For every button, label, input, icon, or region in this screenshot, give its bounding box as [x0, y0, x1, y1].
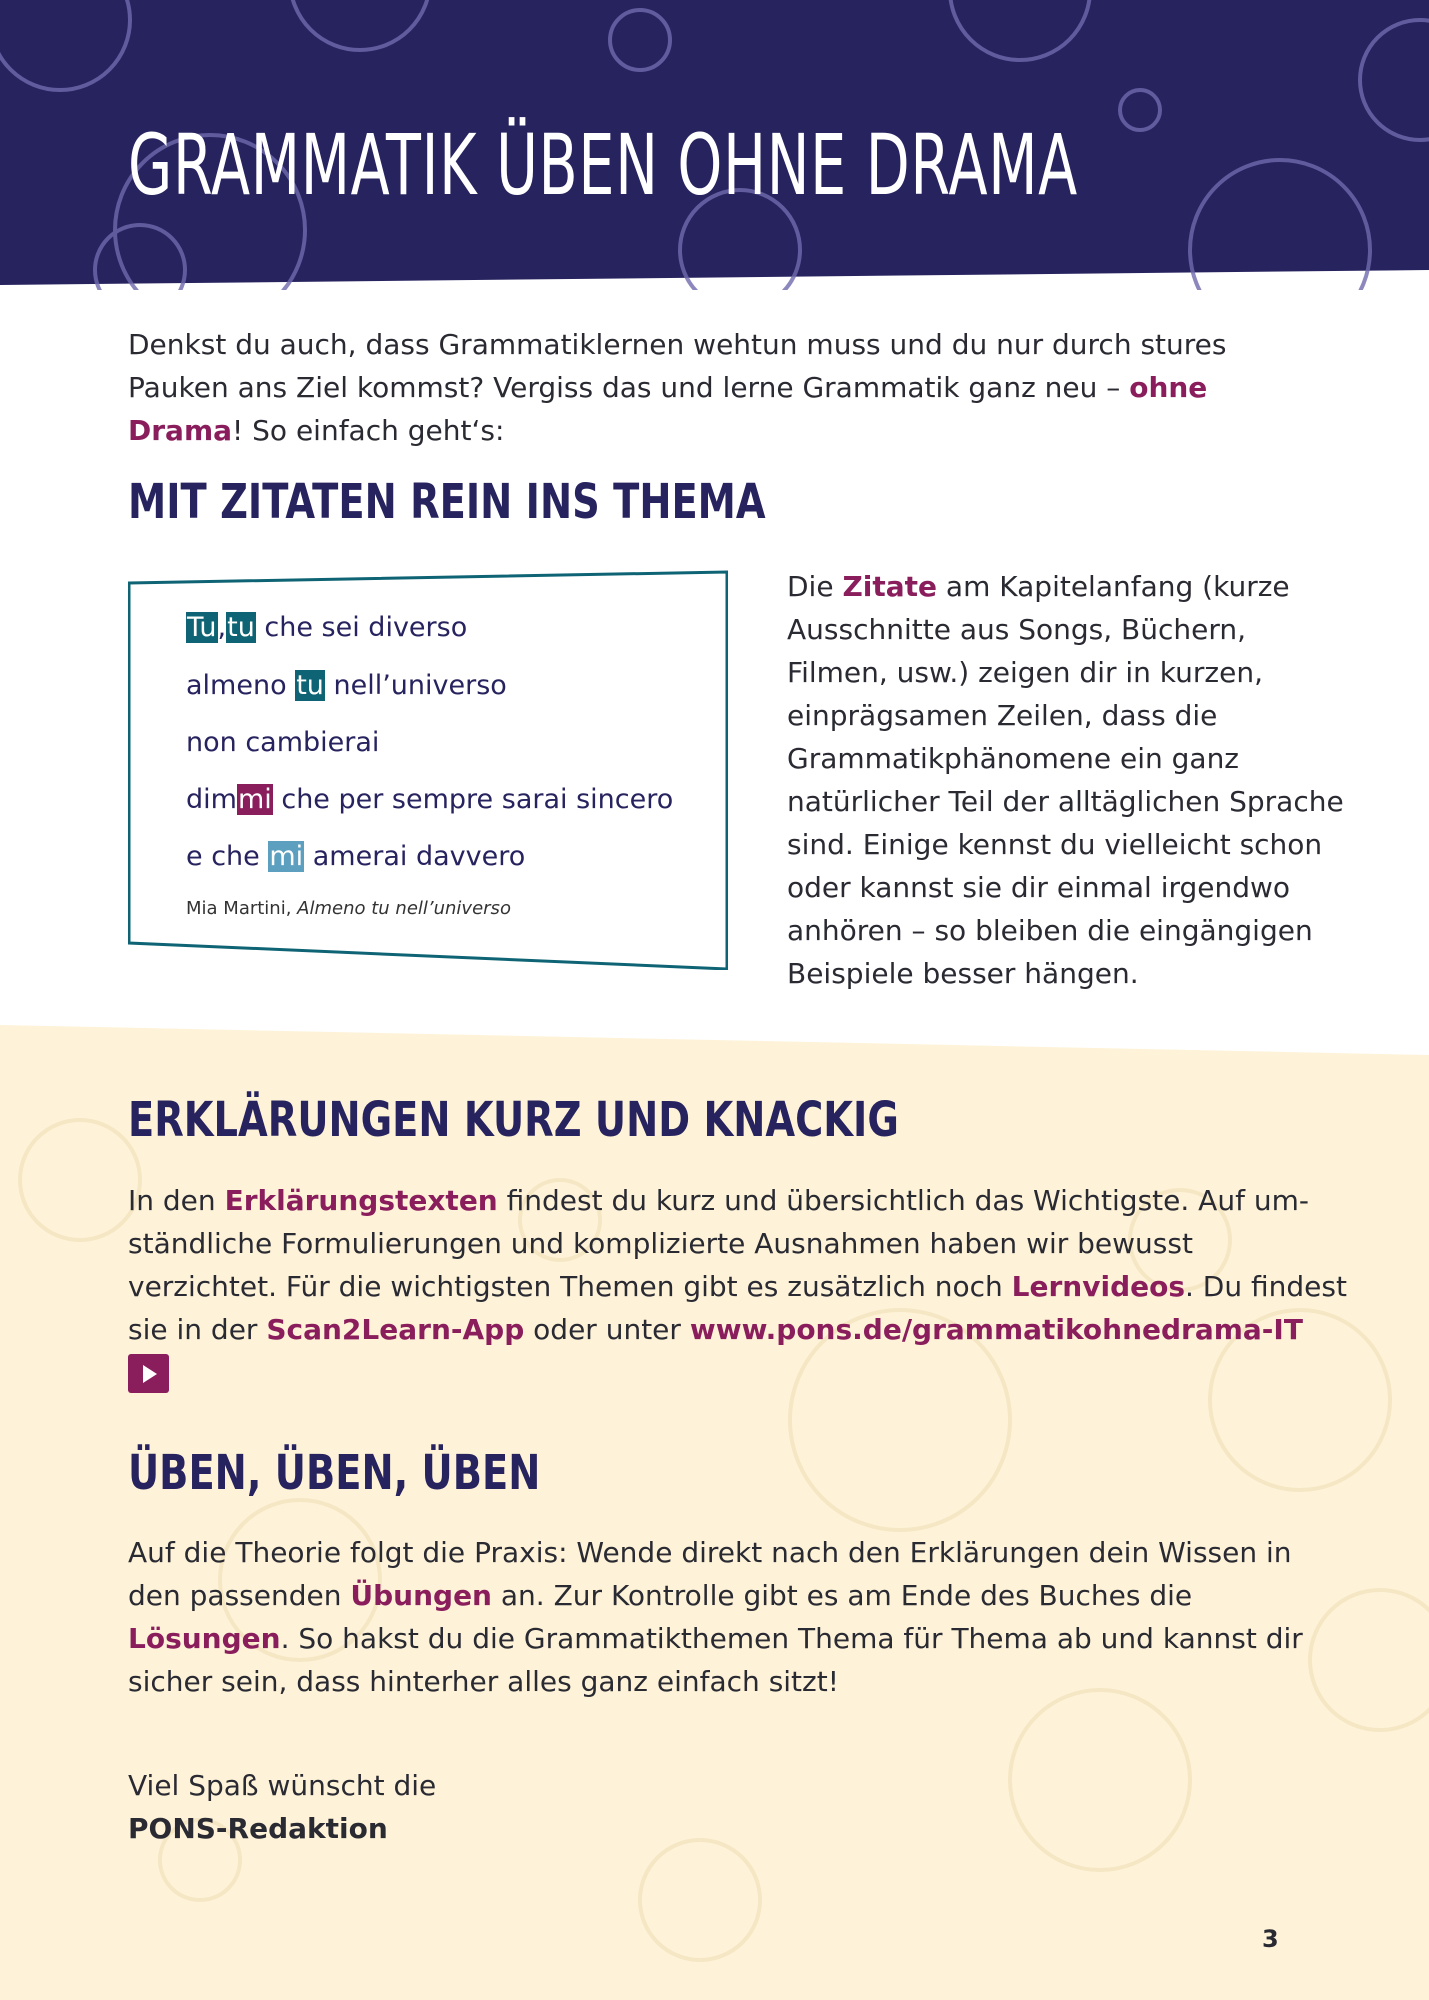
- signoff-line-1: Viel Spaß wünscht die: [128, 1769, 437, 1802]
- quotes-paragraph: Die Zitate am Kapitelanfang (kurze Ausschnitte aus Songs, Büchern, Filmen, usw.) zeigen dir in kurzen, einprägsamen Zeilen, dass die Grammatikphänomene ein ganz natürlicher Teil der alltäglichen Sprache sind. Einige kennst du vielleicht schon oder kannst sie dir einmal irgendwo anhören – so bleiben die eingängigen Beispiele besser hängen.: [787, 570, 1344, 990]
- signoff: [128, 1764, 1348, 1850]
- quote-box: [128, 570, 728, 970]
- heading-practice: ÜBEN, ÜBEN, ÜBEN: [128, 1445, 541, 1501]
- intro-text: Denkst du auch, dass Grammatiklernen wehtun muss und du nur durch stures Pauken ans Ziel kommst? Vergiss das und lerne Grammatik ganz neu –: [128, 328, 1227, 404]
- scan2learn-app-link[interactable]: Scan2Learn-App: [266, 1313, 525, 1346]
- intro-paragraph: [128, 323, 1328, 452]
- page-title: GRAMMATIK ÜBEN OHNE DRAMA: [128, 116, 1078, 214]
- quote-source: Mia Martini, Almeno tu nell’universo: [186, 898, 511, 919]
- quote-line-2: almeno tu nell’universo: [186, 670, 507, 701]
- pons-url-link[interactable]: www.pons.de/grammatikohnedrama-IT: [689, 1313, 1303, 1346]
- heading-explanations: ERKLÄRUNGEN KURZ UND KNACKIG: [128, 1092, 899, 1148]
- intro-highlight: ohne Drama: [128, 371, 1208, 447]
- quote-line-3: non cambierai: [186, 727, 380, 758]
- quote-line-4: dimmi che per sempre sarai sincero: [186, 784, 674, 815]
- practice-paragraph: Auf die Theorie folgt die Praxis: Wende direkt nach den Erklärungen dein Wissen in den passenden Übungen an. Zur Kontrolle gibt es am Ende des Buches die Lösungen. So hakst du die Grammatikthemen Thema für Thema ab und kannst dir sicher sein, dass hinterher alles ganz einfach sitzt!: [128, 1536, 1303, 1698]
- signoff-line-2: PONS-Redaktion: [128, 1812, 388, 1845]
- quotes-highlight: Zitate: [842, 570, 938, 603]
- header-banner: [0, 0, 1429, 290]
- quote-line-5: e che mi amerai davvero: [186, 841, 526, 872]
- page-number: 3: [1262, 1925, 1279, 1953]
- video-play-icon[interactable]: [128, 1354, 169, 1393]
- intro-text-end: ! So einfach geht‘s:: [232, 414, 505, 447]
- explanations-paragraph: In den Erklärungstexten findest du kurz und übersichtlich das Wichtigste. Auf umständliche Formulierungen und komplizierte Ausnahmen haben wir bewusst verzichtet. Für die wichtigsten Themen gibt es zusätzlich noch Lernvideos. Du findest sie in der Scan2Learn-App oder unter www.pons.de/grammatikohnedrama-IT: [128, 1184, 1347, 1346]
- cream-section-background: [0, 1020, 1429, 2000]
- quote-line-1: Tu,tu che sei diverso: [187, 612, 468, 643]
- heading-quotes: MIT ZITATEN REIN INS THEMA: [128, 474, 766, 530]
